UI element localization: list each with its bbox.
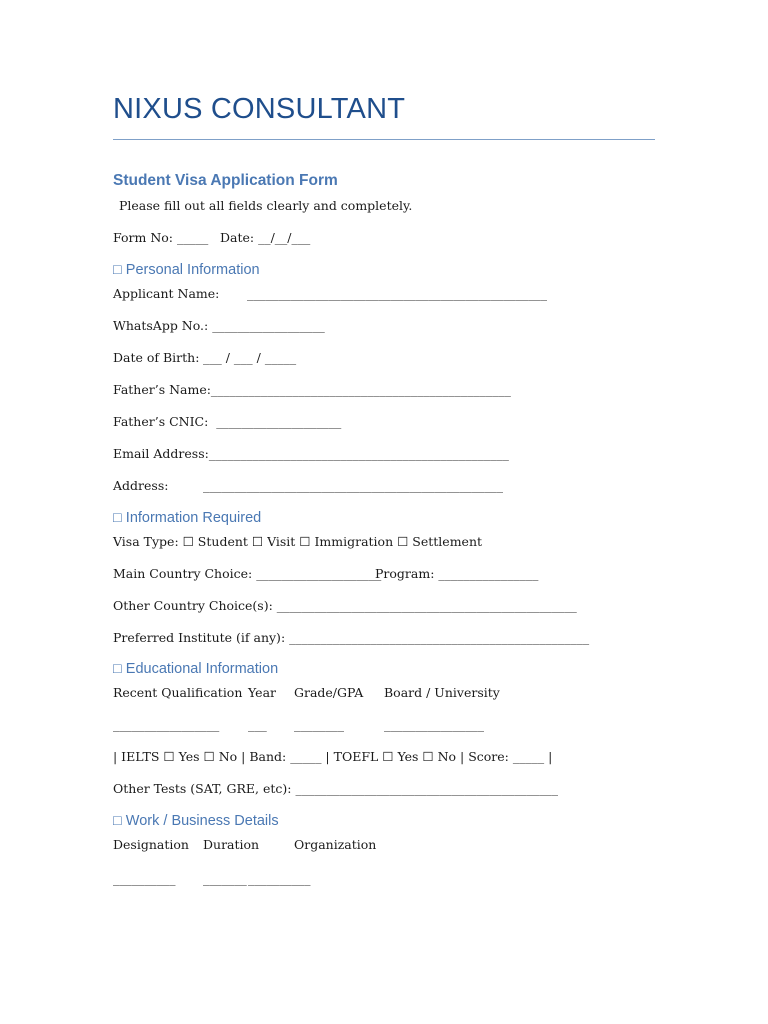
applicant-name-field[interactable]: ________________________________________________	[247, 286, 547, 301]
form-number-field[interactable]: Form No: _____	[113, 230, 209, 245]
edu-header-year: Year	[248, 685, 276, 700]
other-tests-field[interactable]: Other Tests (SAT, GRE, etc): __________________________________________	[113, 781, 558, 796]
date-of-birth-label: Date of Birth:	[113, 350, 200, 365]
whatsapp-field[interactable]: WhatsApp No.: __________________	[113, 318, 325, 333]
edu-grade-field[interactable]: ________	[294, 717, 344, 732]
work-header-duration: Duration	[203, 837, 260, 852]
section-personal-information: □ Personal Information	[113, 262, 260, 278]
edu-qualification-field[interactable]: _________________	[113, 717, 220, 732]
document-title: NIXUS CONSULTANT	[113, 93, 406, 125]
title-divider	[113, 139, 655, 140]
address-field[interactable]: ________________________________________________	[203, 478, 503, 493]
father-name-field[interactable]: Father’s Name:________________________________________________	[113, 382, 511, 397]
instruction-text: Please fill out all fields clearly and completely.	[119, 198, 413, 213]
work-header-designation: Designation	[113, 837, 189, 852]
program-field[interactable]: Program: ________________	[375, 566, 539, 581]
edu-board-field[interactable]: ________________	[384, 717, 484, 732]
address-label: Address:	[113, 478, 169, 493]
work-header-organization: Organization	[294, 837, 377, 852]
work-designation-field[interactable]: __________	[113, 871, 176, 886]
work-organization-field[interactable]: __________	[248, 871, 311, 886]
other-country-field[interactable]: Other Country Choice(s): ________________________________________________	[113, 598, 577, 613]
language-tests-row[interactable]: | IELTS ☐ Yes ☐ No | Band: _____ | TOEFL ☐ Yes ☐ No | Score: _____ |	[113, 749, 553, 764]
edu-header-qualification: Recent Qualification	[113, 685, 243, 700]
email-field[interactable]: Email Address:________________________________________________	[113, 446, 509, 461]
visa-type-options[interactable]: Visa Type: ☐ Student ☐ Visit ☐ Immigration ☐ Settlement	[113, 534, 483, 549]
section-work-business-details: □ Work / Business Details	[113, 813, 279, 829]
preferred-institute-field[interactable]: Preferred Institute (if any): ________________________________________________	[113, 630, 590, 645]
date-field[interactable]: Date: __/__/___	[220, 230, 311, 245]
edu-header-grade: Grade/GPA	[294, 685, 364, 700]
edu-year-field[interactable]: ___	[248, 717, 267, 732]
applicant-name-label: Applicant Name:	[113, 286, 220, 301]
father-cnic-field[interactable]: Father’s CNIC: ____________________	[113, 414, 342, 429]
edu-header-board: Board / University	[384, 685, 500, 700]
main-country-field[interactable]: Main Country Choice: ____________________	[113, 566, 382, 581]
work-duration-field[interactable]: _______	[203, 871, 247, 886]
form-title: Student Visa Application Form	[113, 172, 338, 189]
section-educational-information: □ Educational Information	[113, 661, 279, 677]
section-information-required: □ Information Required	[113, 510, 262, 526]
date-of-birth-field[interactable]: ___ / ___ / _____	[203, 350, 297, 365]
